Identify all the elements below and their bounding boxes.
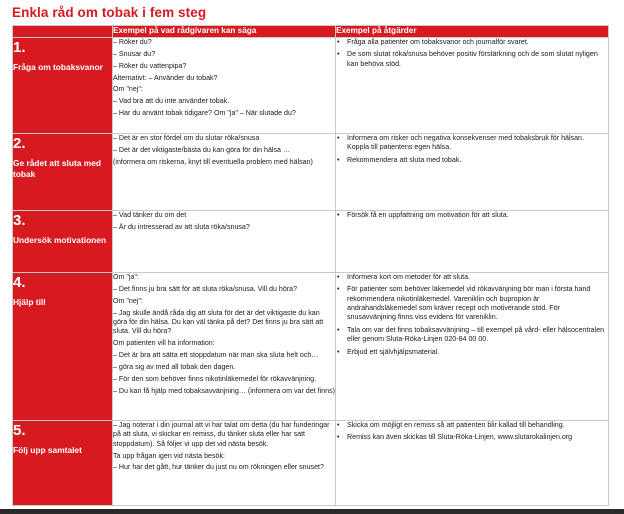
action-cell xyxy=(336,38,609,134)
step-title: Undersök motivationen xyxy=(13,234,107,245)
header-step-column xyxy=(13,26,113,38)
step-number: 5. xyxy=(13,422,26,439)
action-item: • De som slutat röka/snusa behöver positiv förstärkning och de som slutat nyligen kan behöva stöd. xyxy=(336,50,608,69)
say-line: – göra sig av med all tobak den dagen. xyxy=(113,362,236,371)
say-line: (informera om riskerna, knyt till eventuella problem med hälsan) xyxy=(113,157,313,166)
step-row xyxy=(13,38,609,134)
say-line: – Röker du vattenpipa? xyxy=(113,61,187,70)
action-list xyxy=(336,421,608,443)
say-line: – Vad bra att du inte använder tobak. xyxy=(113,97,230,106)
step-row xyxy=(13,211,609,273)
step-title: Hjälp till xyxy=(13,296,46,307)
action-list xyxy=(336,38,608,69)
say-cell xyxy=(113,211,336,273)
step-label-cell xyxy=(13,273,113,421)
bottom-rule xyxy=(0,509,624,514)
step-number: 4. xyxy=(13,274,26,291)
say-line: – Det är bra att sätta ett stoppdatum när man ska sluta helt och… xyxy=(113,351,319,360)
say-line: – Jag skulle ändå råda dig att sluta för det är det viktigaste du kan göra för din hälsa. Du kan väl tänka på det? Det finns ju bra sätt att sluta. Vill du höra? xyxy=(113,308,324,336)
action-list xyxy=(336,211,608,220)
action-cell xyxy=(336,273,609,421)
action-item: • För patienter som behöver läkemedel vid rökavvänjning bör man i första hand rekommendera nikotinläkemedel. Vareniklin och bupropion är andrahandsläkemedel som kräver recept och motiverande stöd. För snusavvänjning finns viss evidens för vareniklin. xyxy=(336,285,608,322)
step-row xyxy=(13,273,609,421)
say-line: – Har du använt tobak tidigare? Om "ja" – När slutade du? xyxy=(113,109,296,118)
say-cell xyxy=(113,421,336,506)
say-line: – För den som behöver finns nikotinläkemedel för rökavvänjning. xyxy=(113,374,317,383)
step-title: Ge rådet att sluta med tobak xyxy=(13,157,101,180)
steps-table xyxy=(12,25,609,506)
action-cell xyxy=(336,421,609,506)
say-line: Ta upp frågan igen vid nästa besök: xyxy=(113,451,225,460)
action-item: • Fråga alla patienter om tobaksvanor och journalför svaret. xyxy=(336,38,608,47)
action-item: • Informera om risker och negativa konsekvenser med tobaksbruk för hälsan. Koppla till patientens egen hälsa. xyxy=(336,134,608,153)
step-number: 3. xyxy=(13,212,26,229)
header-row xyxy=(13,26,609,38)
action-list xyxy=(336,134,608,165)
say-line: Alternativt: – Använder du tobak? xyxy=(113,73,218,82)
header-action-column: Exempel på åtgärder xyxy=(336,26,609,38)
action-item: • Informera kort om metoder för att sluta. xyxy=(336,273,608,282)
say-line: Om "nej": xyxy=(113,296,143,305)
say-line: – Röker du? xyxy=(113,38,152,46)
say-line: Om "nej": xyxy=(113,85,143,94)
say-line: Om patienten vill ha information: xyxy=(113,339,215,348)
say-line: – Det finns ju bra sätt för att sluta röka/snusa. Vill du höra? xyxy=(113,284,298,293)
say-line: – Det är det viktigaste/bästa du kan göra för din hälsa … xyxy=(113,145,291,154)
action-cell xyxy=(336,211,609,273)
action-item: • Försök få en uppfattning om motivation för att sluta. xyxy=(336,211,608,220)
say-line: – Du kan få hjälp med tobaksavvänjning… (informera om var det finns) xyxy=(113,386,335,395)
page-title: Enkla råd om tobak i fem steg xyxy=(12,5,207,20)
step-row xyxy=(13,421,609,506)
say-line: – Det är en stor fördel om du slutar röka/snusa xyxy=(113,134,260,142)
say-line: – Jag noterar i din journal att vi har talat om detta (du har funderingar på att sluta, vi skickar en remiss, du tänker sluta eller har satt stoppdatum). Så följer vi upp det vid nästa besök. xyxy=(113,421,330,448)
say-line: – Är du intresserad av att sluta röka/snusa? xyxy=(113,222,250,231)
step-title: Följ upp samtalet xyxy=(13,444,82,455)
action-cell xyxy=(336,134,609,211)
step-row xyxy=(13,134,609,211)
say-line: Om "ja": xyxy=(113,273,139,281)
step-label-cell xyxy=(13,211,113,273)
step-number: 1. xyxy=(13,39,26,56)
action-list xyxy=(336,273,608,357)
step-label-cell xyxy=(13,421,113,506)
say-line: – Snusar du? xyxy=(113,49,156,58)
action-item: • Erbjud ett självhjälpsmaterial. xyxy=(336,348,608,357)
action-item: • Rekommendera att sluta med tobak. xyxy=(336,156,608,165)
step-title: Fråga om tobaksvanor xyxy=(13,61,103,72)
say-cell xyxy=(113,38,336,134)
say-line: – Hur har det gått, hur tänker du just nu om rökningen eller snuset? xyxy=(113,463,324,472)
header-say-column: Exempel på vad rådgivaren kan säga xyxy=(113,26,336,38)
say-cell xyxy=(113,273,336,421)
say-line: – Vad tänker du om det xyxy=(113,211,187,219)
step-label-cell xyxy=(13,38,113,134)
action-item: • Skicka om möjligt en remiss så att patienten blir kallad till behandling. xyxy=(336,421,608,430)
action-item: • Tala om var det finns tobaksavvänjning – till exempel på vård- eller hälsocentralen eller genom Sluta-Röka-Linjen 020-84 00 00. xyxy=(336,326,608,345)
step-number: 2. xyxy=(13,135,26,152)
action-item: • Remiss kan även skickas till Sluta-Röka-Linjen, www.slutarokalinjen.org xyxy=(336,433,608,442)
say-cell xyxy=(113,134,336,211)
step-label-cell xyxy=(13,134,113,211)
